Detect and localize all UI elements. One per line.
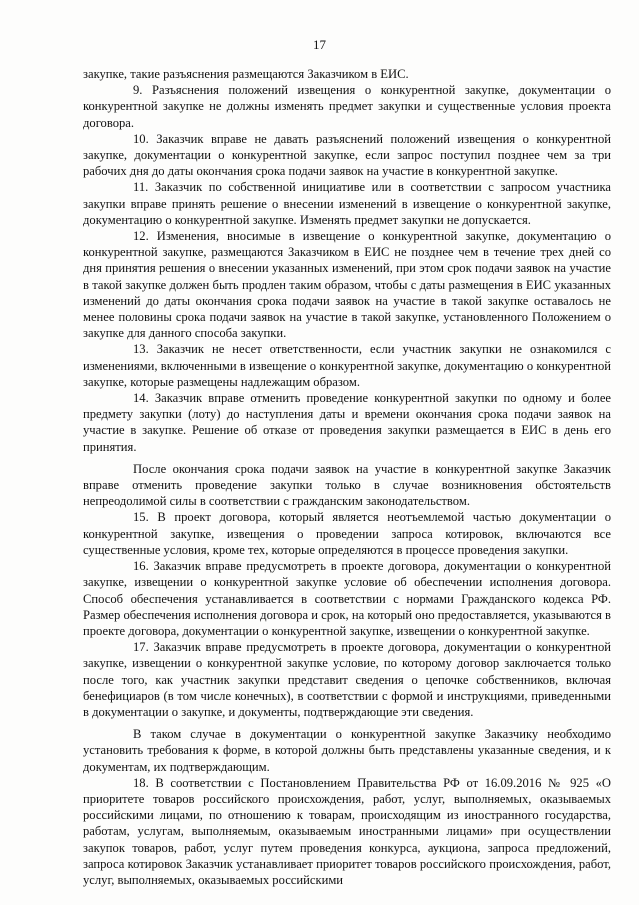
paragraph: 13. Заказчик не несет ответственности, если участник закупки не ознакомился с изменениями, включенными в извещение о конкурентной закупке, документацию о конкурентной закупке, которые размещены надлежащим образом. [83, 342, 611, 389]
paragraph: 14. Заказчик вправе отменить проведение конкурентной закупки по одному и более предмету закупки (лоту) до наступления даты и времени окончания срока подачи заявок на участие в закупке. Решение об отказе от проведения закупки размещается в ЕИС в день его принятия. [83, 391, 611, 454]
paragraph: закупке, такие разъяснения размещаются Заказчиком в ЕИС. [83, 67, 409, 81]
paragraph: 10. Заказчик вправе не давать разъяснений положений извещения о конкурентной закупке, документации о конкурентной закупке, если запрос поступил позднее чем за три рабочих дня до даты окончания срока подачи заявок на участие в конкурентной закупке. [83, 131, 611, 179]
paragraph: 16. Заказчик вправе предусмотреть в проекте договора, документации о конкурентной закупке, извещении о конкурентной закупке условие об обеспечении исполнения договора. Способ обеспечения устанавливается в соответствии с нормами Гражданского кодекса РФ. Размер обеспечения исполнения договора и срок, на который оно предоставляется, указываются в проекте договора, документации о конкурентной закупке, извещении о конкурентной закупке. [83, 559, 611, 638]
paragraph: 17. Заказчик вправе предусмотреть в проекте договора, документации о конкурентной закупке, извещении о конкурентной закупке условие, по которому договор заключается только после того, как участник закупки представит сведения о цепочке собственников, включая бенефициаров (в том числе конечных), в соответствии с формой и инструкциями, приведенными в документации о закупке, и документы, подтверждающие эти сведения. [83, 640, 611, 719]
paragraph: В таком случае в документации о конкурентной закупке Заказчику необходимо установить требования к форме, в которой должны быть представлены указанные сведения, и к документам, их подтверждающим. [83, 727, 611, 774]
paragraph: 11. Заказчик по собственной инициативе или в соответствии с запросом участника закупки вправе принять решение о внесении изменений в извещение о конкурентной закупке, документацию о конкурентной закупке. Изменять предмет закупки не допускается. [83, 180, 611, 227]
page-number: 17 [313, 37, 326, 52]
paragraph: 9. Разъяснения положений извещения о конкурентной закупке, документации о конкурентной закупке не должны изменять предмет закупки и существенные условия проекта договора. [83, 83, 611, 130]
paragraph: 15. В проект договора, который является неотъемлемой частью документации о конкурентной закупке, извещения о проведении запроса котировок, включаются все существенные условия, кроме тех, которые определяются в процессе проведения закупки. [83, 510, 611, 557]
paragraph: 12. Изменения, вносимые в извещение о конкурентной закупке, документацию о конкурентной закупке, размещаются Заказчиком в ЕИС не позднее чем в течение трех дней со дня принятия решения о внесении указанных изменений, при этом срок подачи заявок на участие в такой закупке должен быть продлен таким образом, чтобы с даты размещения в ЕИС указанных изменений до даты окончания срока подачи заявок на участие в такой закупке оставалось не менее половины срока подачи заявок на участие в такой закупке, установленного Положением о закупке для данного способа закупки. [83, 229, 611, 341]
paragraph: 18. В соответствии с Постановлением Правительства РФ от 16.09.2016 № 925 «О приоритете товаров российского происхождения, работ, услуг, выполняемых, оказываемых российскими лицами, по отношению к товарам, происходящим из иностранного государства, работам, услугам, выполняемым, оказываемым иностранными лицами» при осуществлении закупок товаров, работ, услуг путем проведения конкурса, аукциона, запроса предложений, запроса котировок Заказчик устанавливает приоритет товаров российского происхождения, работ, услуг, выполняемых, оказываемых российскими [83, 775, 611, 887]
paragraph: После окончания срока подачи заявок на участие в конкурентной закупке Заказчик вправе отменить проведение закупки только в случае возникновения обстоятельств непреодолимой силы в соответствии с гражданским законодательством. [83, 461, 611, 509]
document-body [83, 66, 611, 888]
